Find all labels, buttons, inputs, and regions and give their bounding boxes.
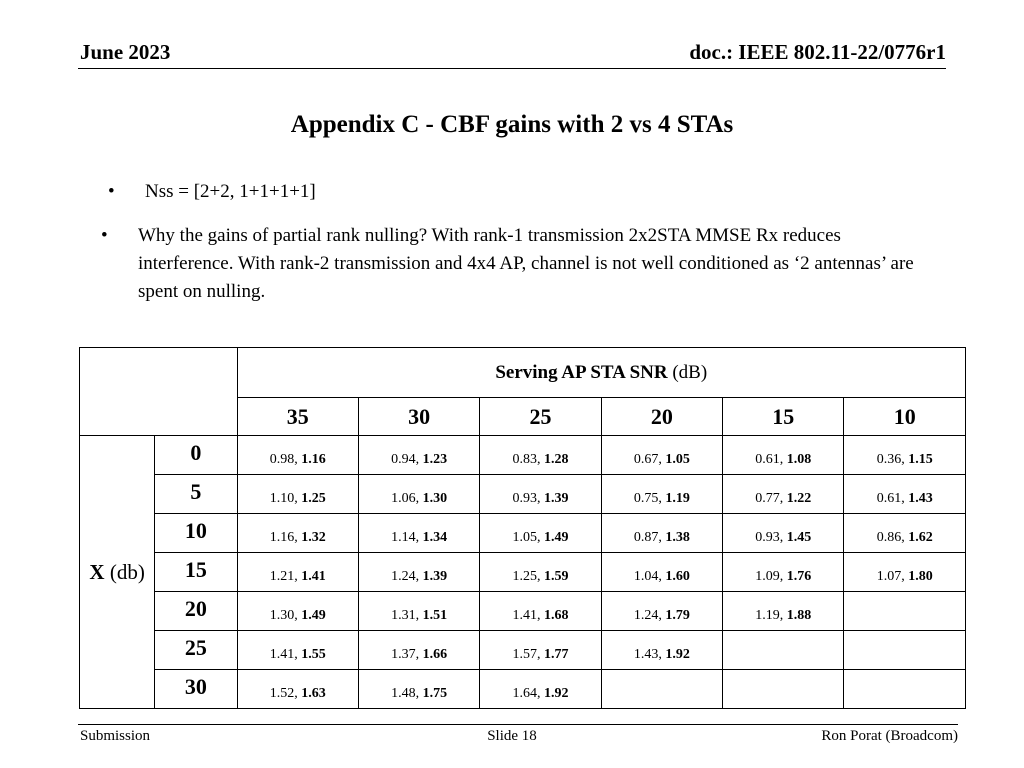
gain-4sta: 1.77 <box>543 647 569 662</box>
gain-2sta: 1.06, <box>391 491 423 506</box>
gain-2sta: 1.10, <box>269 491 302 506</box>
gain-2sta: 0.36, <box>876 452 909 467</box>
gain-4sta: 1.80 <box>908 569 933 584</box>
gain-4sta: 1.25 <box>301 491 326 506</box>
gain-4sta: 1.63 <box>301 686 326 701</box>
gain-2sta: 0.61, <box>876 491 909 506</box>
gain-cell <box>480 553 601 592</box>
gain-4sta: 1.55 <box>301 647 326 662</box>
gain-cell <box>844 436 966 475</box>
table-row <box>80 631 966 670</box>
gain-cell <box>358 553 479 592</box>
gain-cell <box>358 475 479 514</box>
gain-2sta: 1.30, <box>269 608 302 623</box>
gain-4sta: 1.88 <box>786 608 812 623</box>
gain-cell <box>601 475 722 514</box>
x-value-cell: 5 <box>155 475 237 514</box>
table-row <box>80 592 966 631</box>
gain-cell <box>358 514 479 553</box>
gain-cell <box>723 553 844 592</box>
gain-4sta: 1.23 <box>422 452 448 467</box>
gain-cell <box>601 436 722 475</box>
gain-cell <box>358 592 479 631</box>
gain-cell <box>480 631 601 670</box>
x-value-cell: 10 <box>155 514 237 553</box>
gain-2sta: 0.93, <box>755 530 787 545</box>
gain-2sta: 0.87, <box>633 530 666 545</box>
gain-table <box>79 347 966 709</box>
gain-2sta: 1.05, <box>512 530 544 545</box>
gain-cell <box>723 670 844 709</box>
gain-cell <box>480 475 601 514</box>
gain-4sta: 1.32 <box>301 530 326 545</box>
x-value-cell: 15 <box>155 553 237 592</box>
bullet-explanation <box>101 222 938 306</box>
gain-2sta: 1.14, <box>391 530 423 545</box>
bullet-marker: • <box>101 225 108 246</box>
bullet-text: Why the gains of partial rank nulling? With rank-1 transmission 2x2STA MMSE Rx reduces interference. With rank-2 transmission and 4x4 AP, channel is not well conditioned as ‘2 antennas’ are spent on nulling. <box>138 225 914 302</box>
gain-2sta: 1.41, <box>512 608 544 623</box>
gain-4sta: 1.05 <box>665 452 690 467</box>
gain-4sta: 1.45 <box>786 530 812 545</box>
gain-cell <box>237 553 358 592</box>
snr-column-header <box>237 348 965 398</box>
gain-4sta: 1.28 <box>543 452 569 467</box>
gain-cell <box>237 475 358 514</box>
snr-value-header: 30 <box>358 398 479 436</box>
gain-2sta: 1.24, <box>391 569 423 584</box>
gain-cell <box>480 514 601 553</box>
header-doc-id: doc.: IEEE 802.11-22/0776r1 <box>689 40 946 64</box>
snr-value-header: 20 <box>601 398 722 436</box>
snr-header-unit: (dB) <box>667 361 708 383</box>
gain-4sta: 1.19 <box>665 491 690 506</box>
header-divider <box>78 68 946 69</box>
snr-value-header: 25 <box>480 398 601 436</box>
gain-2sta: 0.83, <box>512 452 544 467</box>
gain-4sta: 1.75 <box>422 686 448 701</box>
gain-4sta: 1.68 <box>543 608 569 623</box>
gain-4sta: 1.41 <box>301 569 326 584</box>
x-value-cell: 0 <box>155 436 237 475</box>
gain-2sta: 0.94, <box>391 452 423 467</box>
footer-submission: Submission <box>80 728 151 744</box>
gain-cell <box>237 670 358 709</box>
x-row-header-unit: (db) <box>104 559 145 584</box>
gain-cell <box>844 592 966 631</box>
gain-cell <box>844 514 966 553</box>
snr-value-header: 10 <box>844 398 966 436</box>
gain-2sta: 1.43, <box>633 647 666 662</box>
gain-cell <box>601 670 722 709</box>
gain-2sta: 1.16, <box>269 530 302 545</box>
gain-4sta: 1.59 <box>543 569 569 584</box>
table-corner-cell <box>80 348 238 436</box>
gain-cell <box>844 475 966 514</box>
gain-2sta: 1.07, <box>876 569 909 584</box>
gain-2sta: 1.52, <box>269 686 302 701</box>
gain-cell <box>480 592 601 631</box>
gain-4sta: 1.92 <box>665 647 690 662</box>
table-row <box>80 670 966 709</box>
gain-2sta: 1.09, <box>755 569 787 584</box>
gain-4sta: 1.15 <box>908 452 933 467</box>
table-row <box>80 514 966 553</box>
footer-divider <box>78 724 958 725</box>
gain-2sta: 0.86, <box>876 530 909 545</box>
bullet-nss <box>108 178 316 206</box>
gain-cell <box>358 631 479 670</box>
gain-4sta: 1.92 <box>543 686 569 701</box>
gain-2sta: 1.48, <box>391 686 423 701</box>
gain-2sta: 1.64, <box>512 686 544 701</box>
gain-4sta: 1.49 <box>543 530 569 545</box>
gain-cell <box>601 631 722 670</box>
gain-4sta: 1.39 <box>543 491 569 506</box>
gain-cell <box>237 514 358 553</box>
gain-2sta: 0.75, <box>633 491 666 506</box>
x-value-cell: 20 <box>155 592 237 631</box>
x-value-cell: 25 <box>155 631 237 670</box>
bullet-marker: • <box>108 181 115 202</box>
gain-2sta: 1.19, <box>755 608 787 623</box>
gain-2sta: 0.61, <box>755 452 787 467</box>
gain-2sta: 0.98, <box>269 452 302 467</box>
table-row <box>80 475 966 514</box>
footer-slide-number: Slide 18 <box>487 728 537 744</box>
gain-cell <box>723 475 844 514</box>
table-row <box>80 436 966 475</box>
gain-cell <box>844 670 966 709</box>
slide-title: Appendix C - CBF gains with 2 vs 4 STAs <box>290 111 734 138</box>
snr-value-header: 35 <box>237 398 358 436</box>
gain-4sta: 1.16 <box>301 452 326 467</box>
gain-2sta: 1.25, <box>512 569 544 584</box>
gain-4sta: 1.51 <box>422 608 448 623</box>
gain-2sta: 1.37, <box>391 647 423 662</box>
gain-cell <box>723 592 844 631</box>
gain-2sta: 0.77, <box>755 491 787 506</box>
footer-author: Ron Porat (Broadcom) <box>821 728 958 744</box>
gain-2sta: 1.24, <box>633 608 666 623</box>
gain-2sta: 0.67, <box>633 452 666 467</box>
gain-2sta: 1.41, <box>269 647 302 662</box>
gain-4sta: 1.34 <box>422 530 448 545</box>
gain-4sta: 1.08 <box>786 452 812 467</box>
gain-4sta: 1.43 <box>908 491 933 506</box>
gain-4sta: 1.39 <box>422 569 448 584</box>
gain-cell <box>480 670 601 709</box>
x-row-header-label: X <box>89 559 105 584</box>
gain-4sta: 1.66 <box>422 647 448 662</box>
x-row-header <box>80 436 155 709</box>
gain-cell <box>237 436 358 475</box>
gain-2sta: 1.04, <box>633 569 666 584</box>
gain-cell <box>480 436 601 475</box>
gain-4sta: 1.49 <box>301 608 326 623</box>
gain-4sta: 1.30 <box>422 491 448 506</box>
gain-cell <box>237 631 358 670</box>
gain-cell <box>601 514 722 553</box>
x-value-cell: 30 <box>155 670 237 709</box>
bullet-text: Nss = [2+2, 1+1+1+1] <box>145 181 316 202</box>
gain-2sta: 1.21, <box>269 569 302 584</box>
gain-4sta: 1.22 <box>786 491 812 506</box>
gain-cell <box>844 631 966 670</box>
gain-cell <box>358 670 479 709</box>
gain-2sta: 1.57, <box>512 647 544 662</box>
snr-value-header: 15 <box>723 398 844 436</box>
gain-cell <box>723 631 844 670</box>
snr-header-label: Serving AP STA SNR <box>495 361 668 383</box>
gain-4sta: 1.62 <box>908 530 933 545</box>
gain-cell <box>358 436 479 475</box>
gain-cell <box>723 514 844 553</box>
gain-4sta: 1.76 <box>786 569 812 584</box>
gain-cell <box>723 436 844 475</box>
gain-2sta: 1.31, <box>391 608 423 623</box>
gain-cell <box>237 592 358 631</box>
gain-4sta: 1.38 <box>665 530 690 545</box>
gain-4sta: 1.60 <box>665 569 690 584</box>
table-row <box>80 553 966 592</box>
header-date: June 2023 <box>80 40 171 64</box>
gain-2sta: 0.93, <box>512 491 544 506</box>
gain-cell <box>601 553 722 592</box>
gain-cell <box>844 553 966 592</box>
gain-cell <box>601 592 722 631</box>
gain-4sta: 1.79 <box>665 608 690 623</box>
